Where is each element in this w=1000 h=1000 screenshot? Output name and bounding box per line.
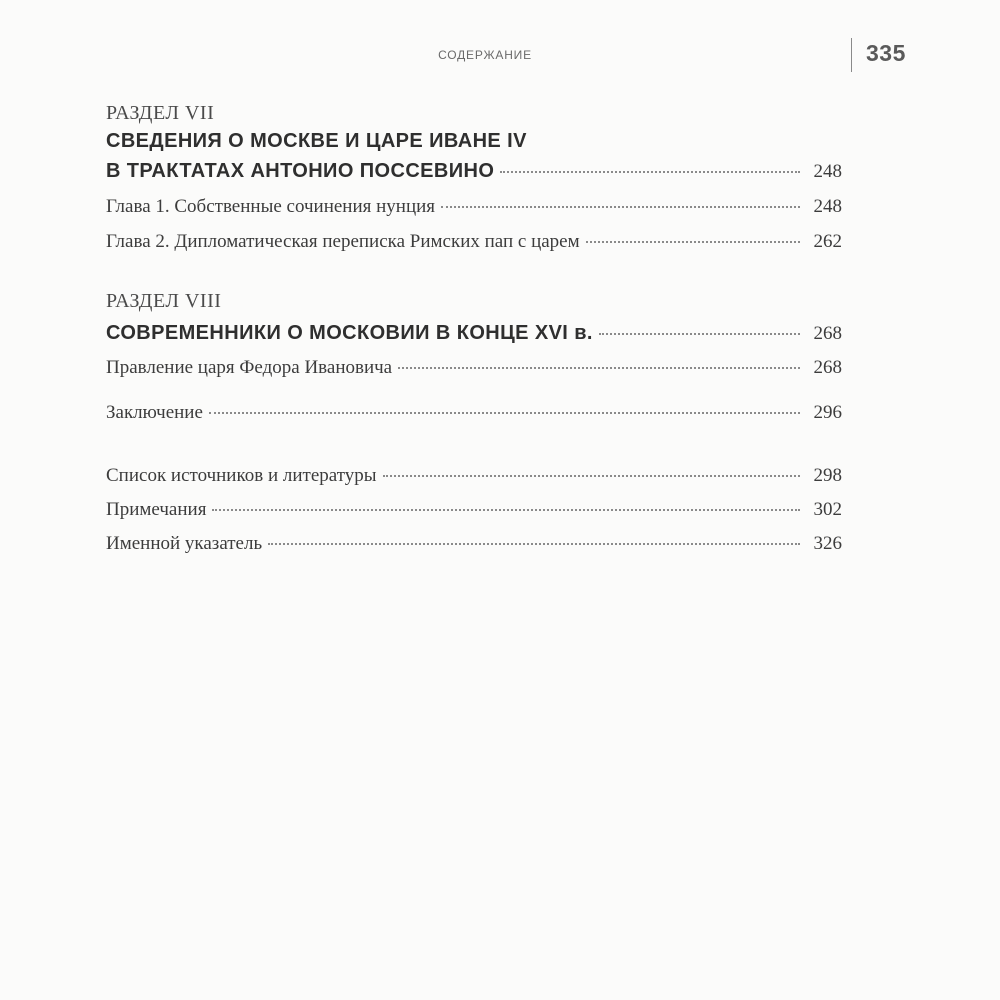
toc-page-number: 268 [813, 357, 842, 378]
toc-page-number: 326 [813, 533, 842, 554]
dot-leader [268, 542, 800, 545]
section-7-title-line2: В ТРАКТАТАХ АНТОНИО ПОССЕВИНО [106, 160, 495, 182]
dot-leader [383, 474, 800, 477]
dot-leader [441, 205, 800, 208]
toc-entry-text: Именной указатель [106, 533, 263, 554]
toc-entry-text: Список источников и литературы [106, 465, 377, 486]
section-7-title-line1: СВЕДЕНИЯ О МОСКВЕ И ЦАРЕ ИВАНЕ IV [106, 130, 527, 152]
header-divider [851, 38, 852, 72]
toc-row-conclusion[interactable] [106, 402, 842, 424]
toc-entry-text: Глава 2. Дипломатическая переписка Римских пап с царем [106, 231, 580, 252]
toc-page-number: 296 [813, 402, 842, 423]
toc-page-number: 302 [813, 499, 842, 520]
page-number: 335 [866, 40, 906, 66]
toc-row-fedor-reign[interactable] [106, 357, 842, 379]
toc-row-section-7-title[interactable] [106, 160, 842, 183]
toc-entry-text: Правление царя Федора Ивановича [106, 357, 393, 378]
section-8-title: СОВРЕМЕННИКИ О МОСКОВИИ В КОНЦЕ XVI в. [106, 322, 593, 344]
toc-row-section-8-title[interactable] [106, 322, 842, 345]
toc-row-name-index[interactable] [106, 533, 842, 555]
toc-entry-text: Примечания [106, 499, 207, 520]
toc-row-sources[interactable] [106, 465, 842, 487]
toc-row-chapter-1[interactable] [106, 196, 842, 218]
dot-leader [500, 170, 800, 173]
toc-row-chapter-2[interactable] [106, 231, 842, 253]
toc-page-number: 268 [813, 323, 842, 344]
toc-entry-text: Заключение [106, 402, 203, 423]
dot-leader [599, 332, 800, 335]
section-7-label: РАЗДЕЛ VII [106, 102, 215, 124]
dot-leader [212, 508, 800, 511]
running-head: СОДЕРЖАНИЕ [438, 48, 532, 62]
section-8-label: РАЗДЕЛ VIII [106, 290, 222, 312]
dot-leader [586, 240, 800, 243]
toc-entry-text: Глава 1. Собственные сочинения нунция [106, 196, 436, 217]
dot-leader [209, 411, 800, 414]
toc-page-number: 248 [813, 161, 842, 182]
toc-page-number: 262 [813, 231, 842, 252]
toc-page-number: 298 [813, 465, 842, 486]
toc-page-number: 248 [813, 196, 842, 217]
dot-leader [398, 366, 800, 369]
toc-row-notes[interactable] [106, 499, 842, 521]
